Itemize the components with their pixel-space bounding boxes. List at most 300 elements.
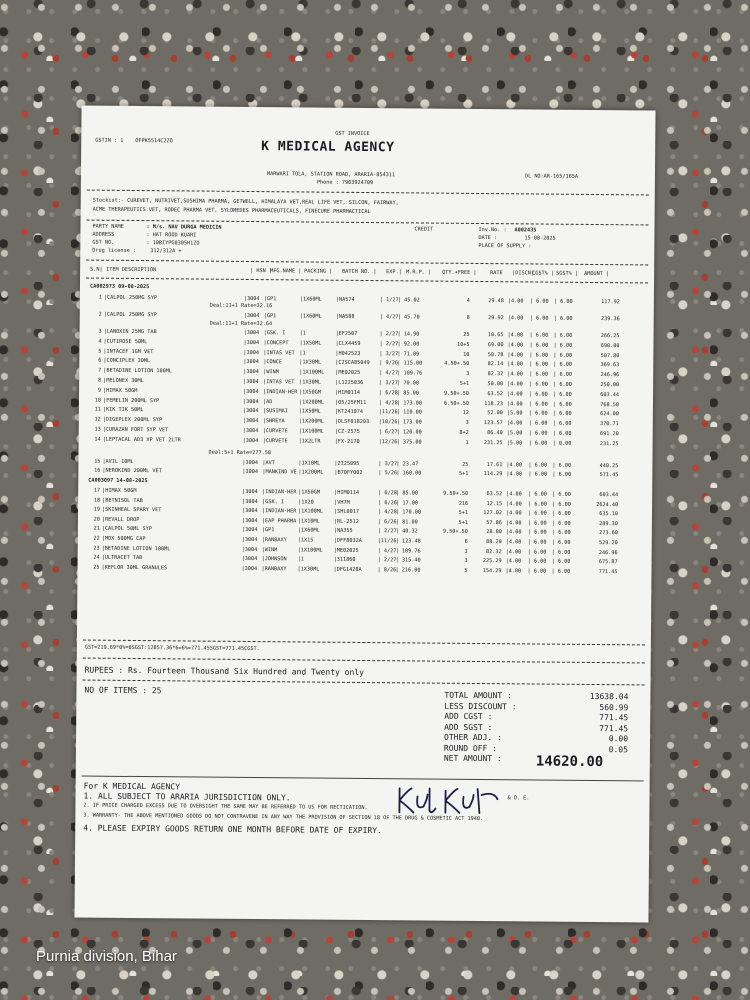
deal-note: Deal:11+1 Rate=32.64 xyxy=(209,320,273,328)
cell-batch: |B70FY002 xyxy=(334,469,363,476)
cell-amt: 529.20 xyxy=(598,540,618,547)
cell-batch: |DFG1428A xyxy=(333,566,362,573)
cell-sn: 20 xyxy=(93,516,100,523)
cell-amt: 246.96 xyxy=(598,549,618,556)
cell-batch: |ME02025 xyxy=(333,547,359,554)
cell-sn: 11 xyxy=(94,407,101,414)
cell-amt: 675.87 xyxy=(598,559,618,566)
cell-mrp: | 120.00 xyxy=(396,429,422,436)
cell-mfg: |SUSIMAI xyxy=(262,408,288,415)
cell-batch: |HIM0114 xyxy=(335,389,361,396)
cell-mrp: | 14.90 xyxy=(397,331,420,338)
invoice-no: A002435 xyxy=(514,227,537,234)
cell-exp: | 5/26 xyxy=(378,470,398,477)
table-row xyxy=(80,311,654,324)
invoice-date: 15-08-2025 xyxy=(524,235,556,242)
cell-amt: 624.00 xyxy=(600,411,619,418)
cell-mrp: | 173.00 xyxy=(396,399,422,407)
cell-sn: 1 xyxy=(98,294,102,301)
cell-sn: 3 xyxy=(98,328,102,335)
cell-batch: |2125095 xyxy=(334,460,360,467)
cell-amt: 440.25 xyxy=(599,463,619,470)
cell-hsn: |3004 xyxy=(241,536,258,544)
party-address: : HAT ROOD KUARI xyxy=(146,232,197,239)
cell-pack: |1X50ML xyxy=(298,408,321,416)
cell-sn: 17 xyxy=(93,487,101,494)
cell-pack: |1X100ML xyxy=(297,508,324,515)
cell-hsn: |3004 xyxy=(243,369,259,376)
cell-hsn: |3004 xyxy=(242,408,259,415)
cell-batch: |311860 xyxy=(333,556,356,564)
cell-exp: | 3/27 xyxy=(378,461,398,468)
cell-mfg: |GP1 xyxy=(263,296,277,303)
cell-hsn: |3004 xyxy=(241,565,258,572)
cell-disc: |4.00 xyxy=(507,391,523,398)
drug-license: 312/312A + xyxy=(150,248,182,255)
cell-pack: |1X10ML xyxy=(297,518,320,525)
cell-mrp: | 40.32 xyxy=(395,528,418,535)
cell-item: |CALPOL 250MG SYP xyxy=(103,311,157,319)
cell-amt: 2624.40 xyxy=(596,501,619,508)
deal-note: Deal:11+1 Rate=32.16 xyxy=(209,302,273,310)
cell-amt: 370.71 xyxy=(600,421,619,428)
cell-disc: |4.00 xyxy=(506,462,523,469)
cell-mfg: |JOHNSON xyxy=(261,556,287,563)
dl-number: DL NO:AR-165/165A xyxy=(524,173,579,180)
cell-sn: 5 xyxy=(98,348,102,355)
cell-mfg: |AVT xyxy=(262,460,275,467)
cell-item: |INTACEF 1GM VET xyxy=(103,348,154,355)
cell-mrp: | 216.00 xyxy=(395,567,421,574)
cell-sgst: | 6.00 xyxy=(553,391,572,398)
cell-cgst: | 6.00 xyxy=(529,381,548,388)
col-sn: S.N| xyxy=(90,266,103,273)
cell-mfg: |INDIAN-HER xyxy=(263,388,298,396)
divider xyxy=(86,278,648,284)
invoice-type: GST INVOICE xyxy=(335,130,370,138)
stockist-line2: ACME THERAPEUTICS VET, RODEC PHARMA VET, SYLOMEDES PHARMACEUTICALS, FINECURE PHARMACTICAL xyxy=(92,206,371,216)
cell-pack: |1X200ML xyxy=(298,399,324,406)
cell-disc: |5.00 xyxy=(506,440,523,447)
cell-mfg: |RANBAXY xyxy=(261,565,287,573)
cell-mfg: |GSK. I xyxy=(262,498,285,505)
cell-cgst: | 6.00 xyxy=(528,462,548,469)
cell-qty: 3 xyxy=(465,420,469,427)
cell-cgst: | 6.00 xyxy=(529,361,549,368)
cell-item: |DIGEPLEX 200ML SYP xyxy=(102,416,163,424)
cell-sgst: | 6.00 xyxy=(552,420,572,427)
cell-item: |NEROKIND 200ML VET xyxy=(102,467,162,475)
cell-rate: 50.78 xyxy=(487,351,504,358)
cell-exp: | 2/27 xyxy=(379,331,399,338)
cell-cgst: | 6.00 xyxy=(527,539,547,546)
cell-batch: |VH7M xyxy=(334,499,350,506)
cell-batch: |CZ-2575 xyxy=(334,428,360,435)
cell-sgst: | 6.00 xyxy=(551,558,571,565)
cell-sgst: | 6.00 xyxy=(553,315,573,322)
cell-rate: 225.29 xyxy=(482,558,502,565)
cell-cgst: | 6.00 xyxy=(529,391,548,398)
cell-hsn: |3004 xyxy=(243,339,260,346)
cell-sn: 19 xyxy=(93,506,101,513)
cell-mfg: |INDIAN-HER xyxy=(261,508,297,515)
cell-cgst: | 6.00 xyxy=(527,510,547,517)
cell-mfg: |CURVETE xyxy=(262,428,288,435)
cell-qty: 4.50+.50 xyxy=(444,361,470,368)
cell-exp: | 4/27 xyxy=(379,370,399,377)
cell-cgst: | 6.00 xyxy=(528,501,547,508)
cell-qty: 3 xyxy=(464,548,468,555)
cell-disc: |4.00 xyxy=(506,500,522,507)
cell-item: |BETNISOL TAB xyxy=(102,497,143,504)
cell-sn: 6 xyxy=(98,358,102,365)
cell-mfg: |WINM xyxy=(263,369,279,376)
cell-mrp: | 315.40 xyxy=(395,557,421,564)
cell-item: |MOX 500MG CAP xyxy=(101,535,146,543)
agency-phone: Phone : 7903924709 xyxy=(316,179,374,187)
cell-qty: 25 xyxy=(463,331,470,338)
cell-batch: |H042523 xyxy=(335,350,361,357)
gstin-label: GSTIN : 1 xyxy=(95,137,124,144)
col-disc: |DISCN| xyxy=(512,270,535,277)
cell-rate: 82.14 xyxy=(487,361,504,368)
cell-qty: 5 xyxy=(464,567,468,574)
col-sgst: SGST% | xyxy=(556,270,579,277)
cell-exp: | 2/27 xyxy=(379,340,399,348)
cell-batch: |NA588 xyxy=(335,313,355,320)
cell-qty: 8+2 xyxy=(459,429,469,436)
cell-disc: |4.00 xyxy=(507,332,524,339)
cell-hsn: |3004 xyxy=(243,312,260,320)
total-label: ROUND OFF : xyxy=(443,743,497,753)
cell-mrp: | 85.00 xyxy=(397,390,419,397)
cell-hsn: |3004 xyxy=(242,468,259,476)
cell-hsn: |3004 xyxy=(242,427,259,435)
col-hsn: | HSN | xyxy=(250,267,273,275)
cell-item: |CURAZAN FORT SYP VET xyxy=(102,426,169,434)
cell-rate: 69.00 xyxy=(487,341,504,348)
cell-rate: 29.92 xyxy=(488,315,504,322)
cell-exp: | 8/26 xyxy=(377,566,397,574)
cell-amt: 603.44 xyxy=(599,492,619,499)
cell-sn: 9 xyxy=(97,387,102,394)
total-label: OTHER ADJ. : xyxy=(444,732,502,743)
cell-hsn: |3004 xyxy=(241,527,258,534)
cell-qty: 8 xyxy=(466,314,470,321)
agency-address: MARWARI TOLA, STATION ROAD, ARARIA-854311 xyxy=(266,171,396,179)
term-3: 3. WARRANTY- THE ABOVE MENTIONED GOODS DO NOT CONTRAVENE IN ANY WAY THE PROVISION OF SECTION 18 OF THE DRUG & COSMETIC ACT 1940. xyxy=(83,812,484,823)
cell-qty: 25 xyxy=(462,461,469,468)
cell-batch: |CLX4459 xyxy=(335,340,361,347)
cell-hsn: |3004 xyxy=(242,398,259,405)
table-header xyxy=(80,266,654,279)
cell-amt: 231.25 xyxy=(599,440,619,448)
col-cgst: CGST% | xyxy=(532,270,555,277)
cell-amt: 603.44 xyxy=(600,391,620,399)
col-exp: EXP.| xyxy=(386,269,402,276)
cell-sgst: | 6.00 xyxy=(551,568,571,575)
cell-batch: |SHL0017 xyxy=(333,508,360,516)
divider xyxy=(87,190,649,196)
cell-exp: | 9/26 xyxy=(379,360,399,367)
cell-sn: 10 xyxy=(94,397,102,404)
cell-cgst: | 6.00 xyxy=(527,549,547,556)
invoice-paper xyxy=(74,106,655,923)
total-label: TOTAL AMOUNT : xyxy=(444,690,512,701)
cell-batch: |NA355 xyxy=(333,528,353,535)
total-label: LESS DISCOUNT : xyxy=(444,701,517,711)
cell-pack: |1X30ML xyxy=(299,379,322,386)
cell-exp: |12/26 xyxy=(378,438,398,446)
cell-sgst: | 6.00 xyxy=(553,298,573,305)
cell-amt: 507.80 xyxy=(600,352,620,359)
party-name: : M/s. NAV DURGA MEDICIN xyxy=(146,224,222,231)
date-label: DATE : xyxy=(478,234,498,242)
place-of-supply-label: PLACE OF SUPPLY : xyxy=(478,242,532,250)
term-4: 4. PLEASE EXPIRY GOODS RETURN ONE MONTH BEFORE DATE OF EXPIRY. xyxy=(83,823,382,836)
cell-batch: |KT241074 xyxy=(334,409,364,416)
cell-hsn: |3004 xyxy=(243,359,259,366)
cell-rate: 154.29 xyxy=(482,567,502,574)
cell-hsn: |3004 xyxy=(241,546,258,553)
cell-rate: 63.52 xyxy=(486,491,503,498)
col-mrp: M.R.P. | xyxy=(406,269,432,276)
total-value: 0.05 xyxy=(608,744,628,754)
cell-mrp: | 17.00 xyxy=(396,499,418,507)
cell-sgst: | 6.00 xyxy=(553,342,573,349)
cell-mrp: | 110.00 xyxy=(396,409,422,416)
cell-disc: |4.00 xyxy=(507,381,523,388)
cell-sgst: | 6.00 xyxy=(551,510,571,517)
cell-batch: |EF2507 xyxy=(335,330,358,337)
cell-sgst: | 6.00 xyxy=(553,371,572,378)
cell-rate: 86.40 xyxy=(487,430,503,437)
cell-sn: 15 xyxy=(94,458,101,465)
cell-mrp: | 160.00 xyxy=(396,470,422,477)
cell-pack: |1X60ML xyxy=(297,527,320,534)
cell-hsn: |3004 xyxy=(242,459,259,467)
cell-mrp: | 71.09 xyxy=(397,350,420,358)
cell-cgst: | 6.00 xyxy=(528,420,548,427)
cell-item: |CALPOL 50ML SYP xyxy=(101,526,152,533)
cell-rate: 82.32 xyxy=(487,371,504,378)
col-batch: BATCH NO. | xyxy=(342,268,377,276)
cell-item: |HIMAX 50GM xyxy=(103,387,138,394)
cell-hsn: |3004 xyxy=(241,508,258,515)
cell-rate: 88.20 xyxy=(486,539,502,546)
total-label: ADD CGST : xyxy=(444,711,493,722)
divider xyxy=(83,658,645,664)
cell-pack: |1X100ML xyxy=(298,428,324,435)
cell-item: |CONCIPLEX 30ML xyxy=(103,358,151,365)
cell-mfg: |CONCE xyxy=(263,359,283,366)
cell-rate: 29.48 xyxy=(488,298,504,305)
cell-pack: |1 xyxy=(299,330,306,337)
cell-cgst: | 6.00 xyxy=(527,558,547,565)
cell-item: |CALPOL 250MG SYP xyxy=(103,294,157,302)
cell-exp: |10/26 xyxy=(378,419,398,426)
cell-mfg: |INTAS VET xyxy=(263,349,295,356)
cell-hsn: |3004 xyxy=(243,349,260,356)
cell-amt: 691.20 xyxy=(599,431,619,438)
cell-disc: |4.00 xyxy=(505,520,522,527)
cell-pack: |1X200ML xyxy=(298,418,324,425)
cell-batch: |DFF8032A xyxy=(333,537,362,544)
cell-hsn: |3004 xyxy=(241,556,258,563)
cell-sn: 22 xyxy=(93,535,100,542)
cell-batch: |HIM0114 xyxy=(334,489,360,496)
cell-rate: 50.00 xyxy=(487,381,504,388)
cell-item: |FEMELIN 200ML SYP xyxy=(102,397,160,404)
divider xyxy=(82,776,644,782)
cell-pack: |1X60ML xyxy=(299,313,322,320)
cell-rate: 57.86 xyxy=(486,519,502,526)
cell-qty: 4 xyxy=(466,297,470,304)
cell-mrp: | 173.00 xyxy=(396,419,422,426)
cell-sgst: | 6.00 xyxy=(552,401,572,408)
party-address-label: ADDRESS xyxy=(92,231,115,238)
cell-cgst: | 6.00 xyxy=(528,430,548,437)
cell-amt: 369.63 xyxy=(600,362,620,369)
cell-pack: |1X100ML xyxy=(299,369,325,376)
cell-exp: |11/26 xyxy=(378,409,398,416)
cell-mrp: | 123.48 xyxy=(395,538,421,545)
party-gst: : 10BIYPG0305H1ZO xyxy=(146,240,200,247)
cell-pack: |1X2LTR xyxy=(298,438,321,445)
cell-rate: 28.80 xyxy=(486,529,502,536)
cell-exp: | 3/27 xyxy=(379,380,398,387)
cell-exp: | 6/27 xyxy=(378,429,398,436)
cell-rate: 127.02 xyxy=(483,510,503,517)
cell-mfg: |RANBAXY xyxy=(261,537,287,544)
cell-mrp: | 85.00 xyxy=(396,490,419,497)
cell-batch: |RL-2512 xyxy=(333,518,359,525)
cell-mfg: |WINM xyxy=(261,546,278,553)
total-label: NET AMOUNT : xyxy=(443,753,502,764)
cell-rate: 114.29 xyxy=(483,471,503,478)
cell-disc: |4.00 xyxy=(507,315,524,322)
cell-amt: 571.45 xyxy=(599,472,619,479)
cell-qty: 3 xyxy=(464,558,468,565)
cell-qty: 10 xyxy=(463,351,470,358)
cell-exp: | 6/28 xyxy=(379,389,398,397)
cell-qty: 6 xyxy=(464,538,468,545)
amount-in-words: RUPEES : Rs. Fourteen Thousand Six Hundred and Twenty only xyxy=(84,665,365,677)
cell-mfg: |CONCEPT xyxy=(263,339,289,347)
cell-item: |KEFLOR 30ML GRANULES xyxy=(101,564,168,572)
cell-disc: |4.00 xyxy=(506,420,523,427)
cell-item: |BETADINE LOTION 100ML xyxy=(103,367,172,375)
cell-mrp: | 23.47 xyxy=(396,461,419,468)
cell-cgst: | 6.00 xyxy=(528,491,547,498)
cell-mrp: | 45.02 xyxy=(397,297,420,304)
gst-summary: GST=219.69*0%=0SGST:12857.36*6=6%=771.45SGST=771.45CGST. xyxy=(84,644,260,653)
cell-sn: 14 xyxy=(94,436,101,443)
cell-disc: |4.00 xyxy=(506,491,522,498)
cell-qty: 3 xyxy=(466,371,470,378)
cell-disc: |4.00 xyxy=(505,568,522,575)
cell-mfg: |EAP PHARMA xyxy=(261,517,297,525)
cell-hsn: |3004 xyxy=(243,295,260,303)
cell-exp: | 6/26 xyxy=(378,499,397,506)
cell-sn: 12 xyxy=(94,416,101,423)
cell-hsn: |3004 xyxy=(243,388,259,395)
cell-amt: 690.00 xyxy=(600,342,620,350)
cell-rate: 123.57 xyxy=(484,420,503,427)
cell-cgst: | 6.00 xyxy=(529,332,549,339)
for-agency: For K MEDICAL AGENCY xyxy=(83,781,180,792)
cell-exp: |11/26 xyxy=(377,538,397,545)
cell-hsn: |3004 xyxy=(243,378,259,386)
cell-sn: 8 xyxy=(98,377,102,384)
cell-mfg: |MANKIND VE xyxy=(262,469,297,476)
cell-qty: 1 xyxy=(465,439,469,446)
cell-mfg: |GSK. I xyxy=(263,330,286,337)
cell-cgst: | 6.00 xyxy=(527,568,547,575)
cell-amt: 771.45 xyxy=(598,568,618,576)
challan-group: CA002973 09-08-2025 xyxy=(89,283,150,291)
cell-amt: 117.92 xyxy=(601,299,620,306)
cell-sn: 25 xyxy=(93,564,100,571)
eoe-label: & O. E. xyxy=(507,795,530,802)
party-gst-label: GST NO. xyxy=(92,239,115,246)
net-amount: 14620.00 xyxy=(535,753,604,771)
cell-mfg: |INTAS VET xyxy=(263,379,295,386)
cell-disc: |4.00 xyxy=(507,351,524,358)
col-qty: QTY.+FREE | xyxy=(442,269,477,276)
cell-exp: | 4/27 xyxy=(379,314,399,321)
cell-disc: |4.00 xyxy=(506,471,523,478)
cell-disc: |4.00 xyxy=(507,371,523,378)
cell-disc: |4.00 xyxy=(505,529,522,536)
cell-exp: | 6/28 xyxy=(378,490,397,497)
cell-sgst: | 6.00 xyxy=(552,501,571,508)
cell-hsn: |3004 xyxy=(242,437,259,444)
cell-qty: 216 xyxy=(458,500,469,507)
col-packing: PACKING | xyxy=(304,268,333,275)
cell-batch: |FX-2170 xyxy=(334,438,360,445)
cell-amt: 289.30 xyxy=(599,520,618,528)
cell-mrp: | 92.00 xyxy=(397,341,420,348)
cell-mrp: | 45.70 xyxy=(397,314,420,321)
cell-rate: 10.65 xyxy=(487,332,504,339)
cell-amt: 246.96 xyxy=(600,372,620,379)
cell-cgst: | 6.00 xyxy=(528,410,548,417)
cell-qty: 6.50+.50 xyxy=(443,400,469,407)
cell-disc: |4.00 xyxy=(507,342,524,349)
cell-cgst: | 6.00 xyxy=(528,401,548,408)
cell-sgst: | 6.00 xyxy=(553,352,573,359)
cell-disc: |4.00 xyxy=(507,298,524,305)
cell-mrp: | 70.00 xyxy=(397,380,420,387)
cell-item: |SKINHEAL SPARY VET xyxy=(101,506,162,514)
cell-rate: 231.25 xyxy=(483,439,503,446)
cell-cgst: | 6.00 xyxy=(529,352,549,359)
cell-batch: |NA574 xyxy=(335,296,355,303)
cell-sgst: | 6.00 xyxy=(552,471,572,478)
cell-cgst: | 6.00 xyxy=(527,520,547,527)
cell-item: |BETADINE LOTION 100ML xyxy=(101,545,171,552)
cell-sgst: | 6.00 xyxy=(553,362,573,369)
cell-mrp: | 109.76 xyxy=(395,547,421,555)
cell-sn: 16 xyxy=(94,467,101,474)
divider xyxy=(86,260,648,266)
cell-qty: 5+1 xyxy=(458,510,469,517)
cell-sn: 21 xyxy=(93,526,100,533)
cell-item: |LEPTACAL AD3 XP VET 2LTR xyxy=(102,436,181,444)
cell-disc: |4.00 xyxy=(507,361,523,368)
cell-mfg: |GP1 xyxy=(261,527,275,534)
